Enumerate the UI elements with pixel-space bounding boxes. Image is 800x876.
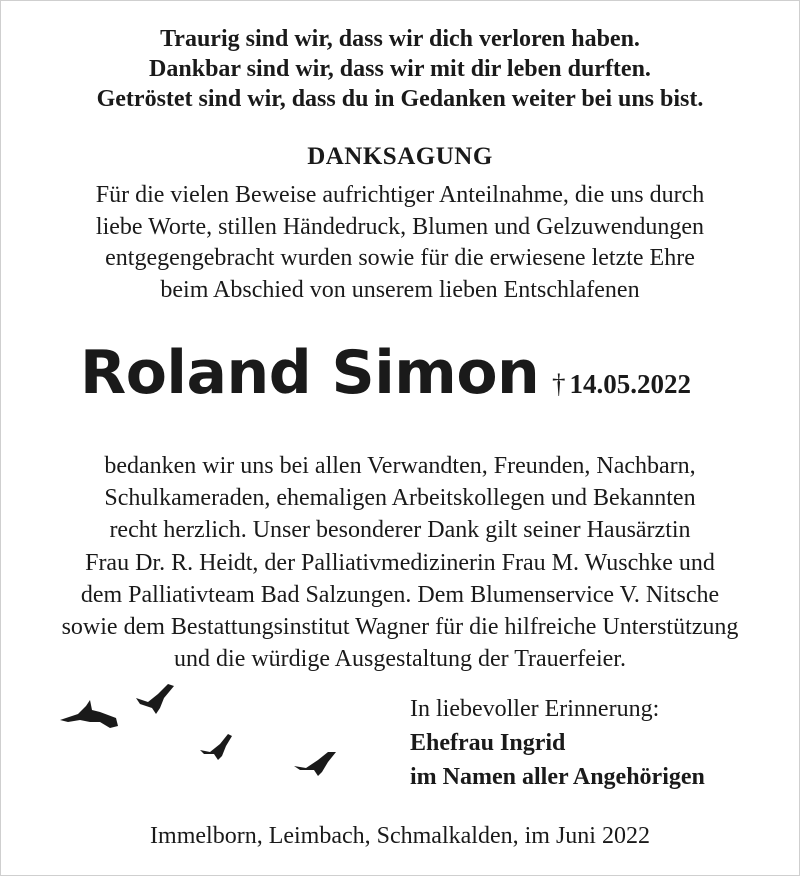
thanks-line: dem Palliativteam Bad Salzungen. Dem Blumenservice V. Nitsche	[80, 581, 720, 608]
thanks-text	[0, 450, 800, 675]
signature	[410, 692, 705, 794]
signature-line: Ehefrau Ingrid	[410, 730, 566, 756]
signature-intro: In liebevoller Erinnerung:	[410, 696, 660, 722]
bird-icon	[200, 734, 232, 760]
intro-line: entgegengebracht wurden sowie für die erwiesene letzte Ehre	[105, 245, 695, 271]
flying-birds-icon	[56, 680, 346, 780]
motto	[0, 24, 800, 114]
intro-line: beim Abschied von unserem lieben Entschlafenen	[160, 276, 640, 303]
signature-line: im Namen aller Angehörigen	[410, 764, 705, 790]
motto-line: Traurig sind wir, dass wir dich verloren haben.	[160, 26, 640, 52]
bird-icon	[60, 700, 118, 728]
place-date: Immelborn, Leimbach, Schmalkalden, im Juni 2022	[150, 823, 650, 849]
thanks-line: bedanken wir uns bei allen Verwandten, Freunden, Nachbarn,	[104, 453, 696, 479]
thanks-line: recht herzlich. Unser besonderer Dank gilt seiner Hausärztin	[109, 517, 691, 544]
thanks-line: sowie dem Bestattungsinstitut Wagner für die hilfreiche Unterstützung	[61, 614, 739, 641]
cross-icon: †	[552, 369, 566, 399]
thanks-line: und die würdige Ausgestaltung der Trauerfeier.	[174, 646, 626, 673]
deceased-name: Roland Simon	[80, 338, 540, 408]
bird-icon	[136, 684, 174, 714]
death-date: 14.05.2022	[569, 369, 691, 399]
motto-line: Getröstet sind wir, dass du in Gedanken weiter bei uns bist.	[96, 86, 704, 112]
intro-line: liebe Worte, stillen Händedruck, Blumen und Gelzuwendungen	[95, 213, 705, 240]
heading: DANKSAGUNG	[307, 143, 493, 170]
intro-text	[0, 180, 800, 306]
motto-line: Dankbar sind wir, dass wir mit dir leben durften.	[149, 56, 651, 82]
intro-line: Für die vielen Beweise aufrichtiger Anteilnahme, die uns durch	[95, 182, 705, 208]
thanks-line: Frau Dr. R. Heidt, der Palliativmedizinerin Frau M. Wuschke und	[85, 549, 715, 576]
bird-icon	[294, 752, 336, 776]
thanks-line: Schulkameraden, ehemaligen Arbeitskollegen und Bekannten	[104, 485, 696, 512]
death-date-block	[552, 366, 691, 402]
